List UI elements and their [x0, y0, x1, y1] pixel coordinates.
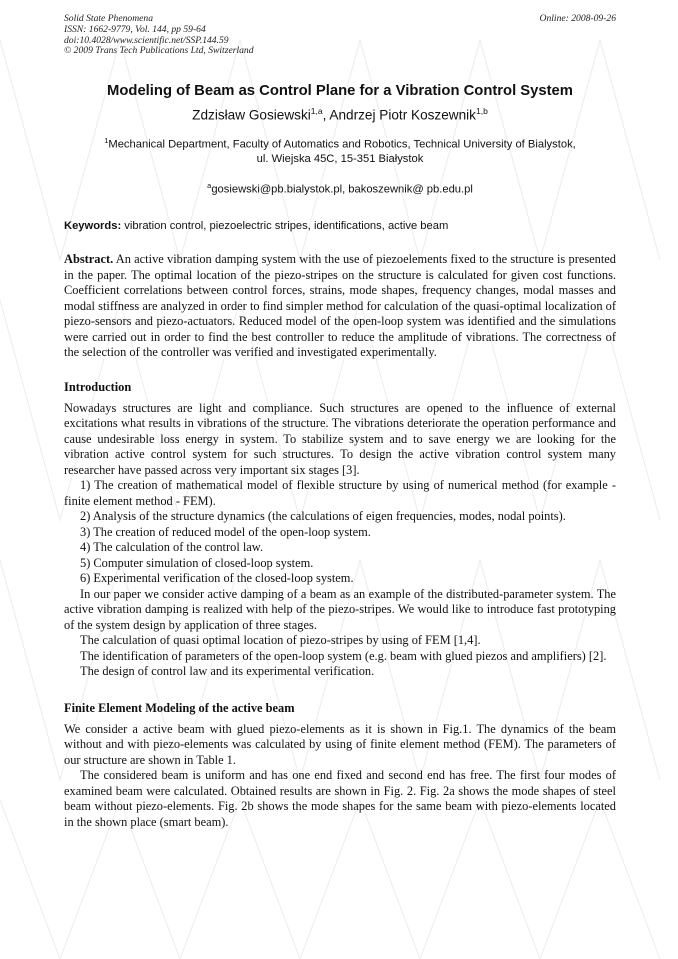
- author-2-affiliation-mark: 1,b: [475, 106, 488, 117]
- intro-paragraph: The design of control law and its experimental verification.: [80, 664, 375, 679]
- intro-list-item: 5) Computer simulation of closed-loop system.: [80, 555, 314, 570]
- affiliation-line-1: Mechanical Department, Faculty of Automatics and Robotics, Technical University of Bialystok,: [108, 138, 576, 151]
- journal-name: Solid State Phenomena: [64, 13, 153, 24]
- author-2-name: Andrzej Piotr Koszewnik: [329, 107, 476, 123]
- author-emails: [64, 178, 616, 198]
- intro-list-item: 3) The creation of reduced model of the open-loop system.: [80, 524, 371, 539]
- abstract-text: An active vibration damping system with the use of piezoelements fixed to the structure is presented in the paper. The optimal location of the piezo-stripes on the structure is calculated for given cost functions. Coefficient correlations between control forces, strains, mode shapes, frequency changes, modal masses and modal stiffness are analyzed in order to find simpler method for calculation of the quasi-optimal localization of piezo-sensors and piezo-actuators. Reduced model of the open-loop system was identified and the simulations were carried out in order to find the best controller to reduce the amplitude of vibrations. The correctness of the selection of the controller was verified and investigated experimentally.: [64, 252, 616, 360]
- email-mark: a: [207, 181, 212, 191]
- intro-paragraph: The identification of parameters of the open-loop system (e.g. beam with glued piezos and amplifiers) [2].: [80, 648, 607, 663]
- fem-paragraph: We consider a active beam with glued piezo-elements as it is shown in Fig.1. The dynamics of the beam without and with piezo-elements was calculated by using of finite element method (FEM). The parameters of our structure are shown in Table 1.: [64, 721, 616, 767]
- abstract-label: Abstract.: [64, 252, 114, 267]
- page-content: [64, 14, 616, 830]
- keywords-text: vibration control, piezoelectric stripes, identifications, active beam: [121, 220, 449, 233]
- keywords: [64, 219, 616, 234]
- affiliation: [64, 133, 616, 168]
- paper-title: Modeling of Beam as Control Plane for a Vibration Control System: [107, 83, 573, 100]
- online-date: Online: 2008-09-26: [539, 13, 616, 24]
- affiliation-mark: 1: [104, 135, 109, 145]
- abstract: [64, 252, 616, 361]
- intro-list-item: 2) Analysis of the structure dynamics (the calculations of eigen frequencies, modes, nodal points).: [80, 509, 566, 524]
- journal-doi: doi:10.4028/www.scientific.net/SSP.144.59: [64, 34, 229, 46]
- author-1-name: Zdzisław Gosiewski: [192, 107, 311, 123]
- journal-issn: ISSN: 1662-9779, Vol. 144, pp 59-64: [64, 23, 206, 35]
- intro-paragraph: The calculation of quasi optimal location of piezo-stripes by using of FEM [1,4].: [80, 633, 481, 648]
- section-heading-introduction: Introduction: [64, 379, 132, 394]
- intro-list-item: 1) The creation of mathematical model of flexible structure by using of numerical method (for example -finite element method - FEM).: [64, 478, 616, 508]
- author-list: [64, 102, 616, 125]
- intro-paragraph: In our paper we consider active damping of a beam as an example of the distributed-parameter system. The active vibration damping is realized with help of the piezo-stripes. We would like to introduce fast prototyping of the system design by application of three stages.: [64, 586, 616, 632]
- journal-copyright: © 2009 Trans Tech Publications Ltd, Switzerland: [64, 45, 254, 57]
- intro-list-item: 6) Experimental verification of the closed-loop system.: [80, 571, 354, 586]
- email-text: gosiewski@pb.bialystok.pl, bakoszewnik@ pb.edu.pl: [211, 184, 473, 197]
- keywords-label: Keywords:: [64, 220, 122, 233]
- intro-paragraph: Nowadays structures are light and compliance. Such structures are opened to the influence of external excitations what results in vibrations of the structure. The vibrations deteriorate the operation performance and cause undesirable loss energy in system. To stabilize system and to save energy we are looking for the vibration active control system for such structures. To design the active vibration control system many researcher have passed across very important six stages [3].: [64, 400, 616, 477]
- section-heading-fem: Finite Element Modeling of the active beam: [64, 700, 295, 715]
- fem-paragraph: The considered beam is uniform and has one end fixed and second end has free. The first four modes of examined beam were calculated. Obtained results are shown in Fig. 2. Fig. 2a shows the mode shapes of steel beam without piezo-elements. Fig. 2b shows the mode shapes for the same beam with piezo-elements located in the shown place (smart beam).: [64, 768, 616, 829]
- author-separator: ,: [322, 107, 330, 123]
- intro-list-item: 4) The calculation of the control law.: [80, 540, 264, 555]
- journal-header: [64, 14, 616, 57]
- affiliation-line-2: ul. Wiejska 45C, 15-351 Białystok: [256, 153, 424, 166]
- author-1-affiliation-mark: 1,a: [310, 106, 323, 117]
